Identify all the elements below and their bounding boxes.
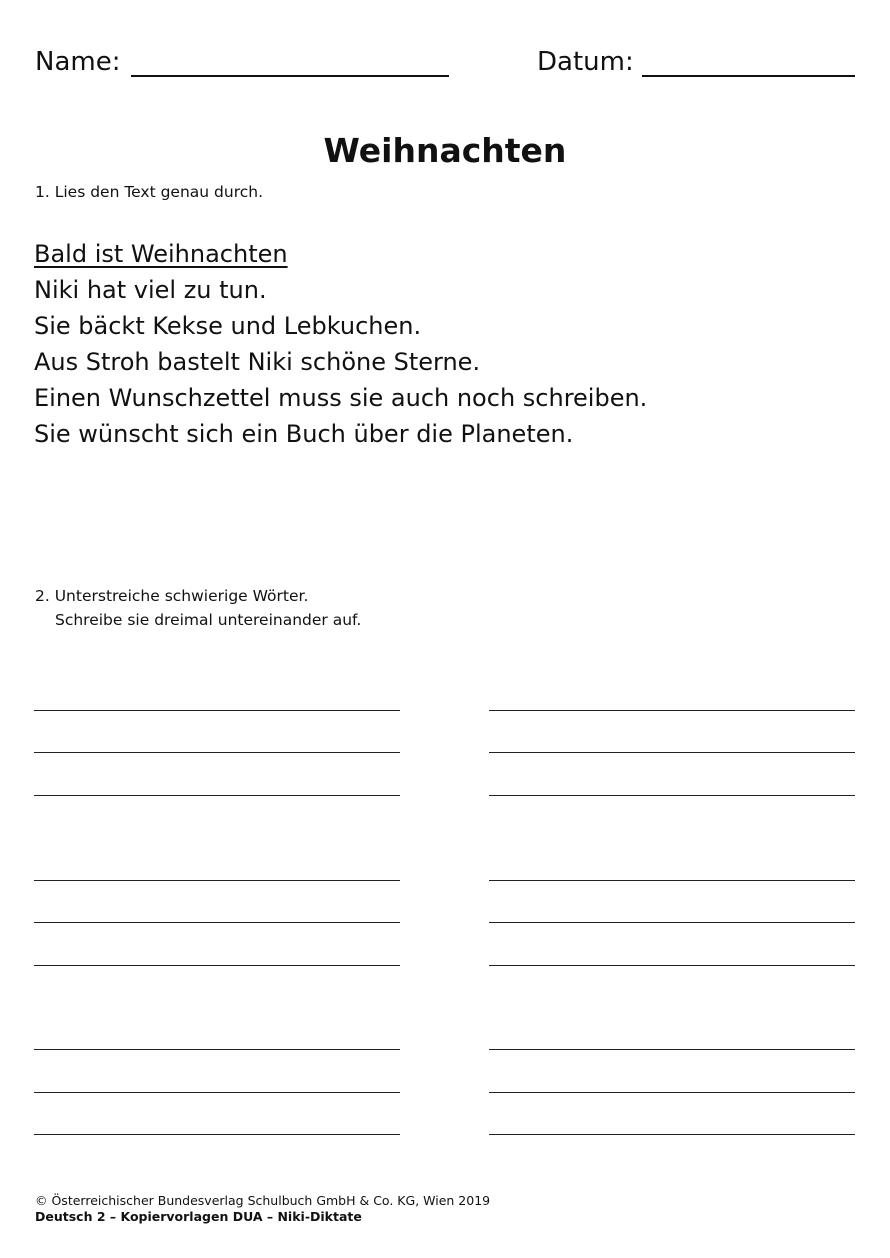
writing-line[interactable] (489, 795, 855, 796)
date-field-line[interactable] (642, 75, 855, 77)
writing-line[interactable] (34, 1049, 400, 1050)
story-title: Bald ist Weihnachten (34, 240, 288, 268)
footer-copyright: © Österreichischer Bundesverlag Schulbuch GmbH & Co. KG, Wien 2019 (35, 1193, 491, 1208)
writing-line[interactable] (34, 1134, 400, 1135)
story-line: Aus Stroh bastelt Niki schöne Sterne. (34, 348, 481, 376)
writing-line[interactable] (489, 1134, 855, 1135)
story-line: Sie bäckt Kekse und Lebkuchen. (34, 312, 422, 340)
writing-line[interactable] (489, 880, 855, 881)
story-text (34, 236, 647, 452)
task2-instruction-line2: Schreibe sie dreimal untereinander auf. (55, 611, 362, 629)
writing-line[interactable] (34, 710, 400, 711)
writing-line[interactable] (489, 710, 855, 711)
story-line: Sie wünscht sich ein Buch über die Planeten. (34, 420, 574, 448)
story-line: Niki hat viel zu tun. (34, 276, 267, 304)
page-title: Weihnachten (323, 131, 567, 170)
writing-line[interactable] (489, 965, 855, 966)
writing-line[interactable] (34, 922, 400, 923)
footer-series: Deutsch 2 – Kopiervorlagen DUA – Niki-Diktate (35, 1209, 362, 1224)
writing-line[interactable] (489, 922, 855, 923)
task2-instruction-line1: 2. Unterstreiche schwierige Wörter. (35, 587, 309, 605)
writing-line[interactable] (34, 752, 400, 753)
date-label: Datum: (537, 47, 634, 77)
writing-line[interactable] (489, 752, 855, 753)
name-field-line[interactable] (131, 75, 449, 77)
writing-line[interactable] (34, 965, 400, 966)
story-line: Einen Wunschzettel muss sie auch noch schreiben. (34, 384, 648, 412)
writing-line[interactable] (489, 1049, 855, 1050)
writing-line[interactable] (34, 795, 400, 796)
writing-line[interactable] (34, 880, 400, 881)
task1-instruction: 1. Lies den Text genau durch. (35, 183, 264, 201)
name-label: Name: (35, 47, 121, 77)
writing-line[interactable] (489, 1092, 855, 1093)
writing-line[interactable] (34, 1092, 400, 1093)
